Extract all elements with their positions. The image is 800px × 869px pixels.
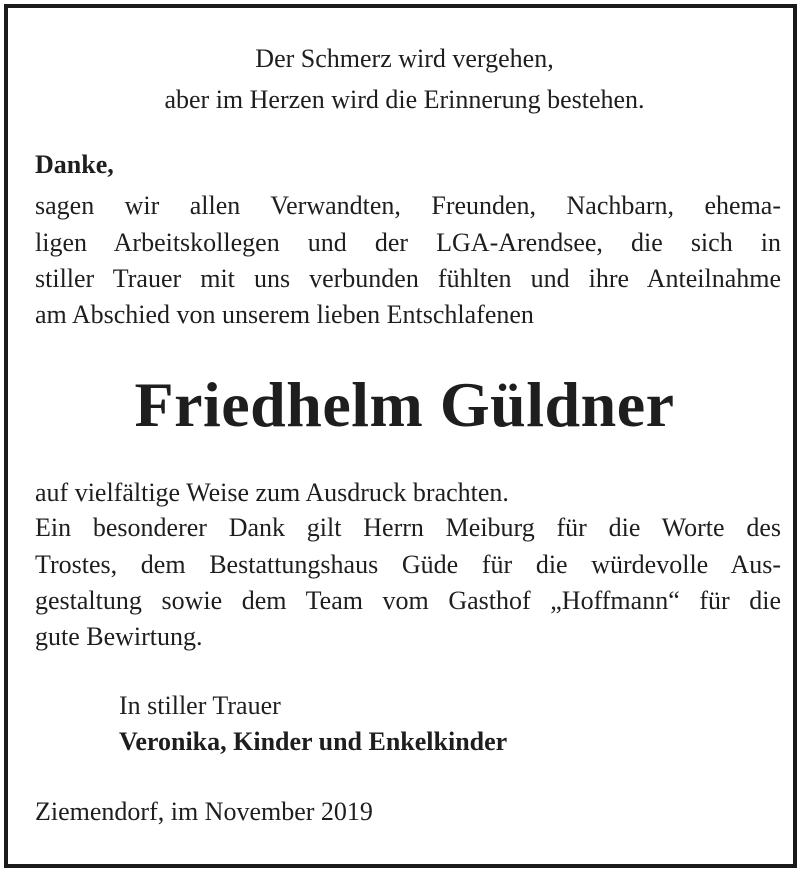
signature-intro: In stiller Trauer bbox=[119, 691, 281, 720]
closing-line: auf vielfältige Weise zum Ausdruck brachten. bbox=[35, 478, 509, 507]
motto-line-2: aber im Herzen wird die Erinnerung bestehen. bbox=[164, 85, 645, 114]
thanks-line: ligen Arbeitskollegen und der LGA-Arendsee, die sich in bbox=[35, 228, 781, 257]
thanks-heading: Danke, bbox=[35, 150, 114, 179]
closing-line: gute Bewirtung. bbox=[35, 622, 203, 651]
thanks-line: am Abschied von unserem lieben Entschlafenen bbox=[35, 300, 534, 329]
motto-line-1: Der Schmerz wird vergehen, bbox=[255, 44, 554, 73]
deceased-name: Friedhelm Güldner bbox=[134, 369, 675, 440]
closing-line: Ein besonderer Dank gilt Herrn Meiburg für die Worte des bbox=[35, 513, 781, 542]
closing-line: Trostes, dem Bestattungshaus Güde für die würdevolle Aus- bbox=[35, 550, 781, 579]
notice-border bbox=[4, 4, 797, 868]
thanks-line: stiller Trauer mit uns verbunden fühlten und ihre Anteilnahme bbox=[35, 264, 781, 293]
place-date: Ziemendorf, im November 2019 bbox=[35, 797, 373, 826]
thanks-line: sagen wir allen Verwandten, Freunden, Nachbarn, ehema- bbox=[35, 191, 781, 220]
closing-line: gestaltung sowie dem Team vom Gasthof „Hoffmann“ für die bbox=[35, 586, 781, 615]
signature-names: Veronika, Kinder und Enkelkinder bbox=[119, 727, 508, 756]
